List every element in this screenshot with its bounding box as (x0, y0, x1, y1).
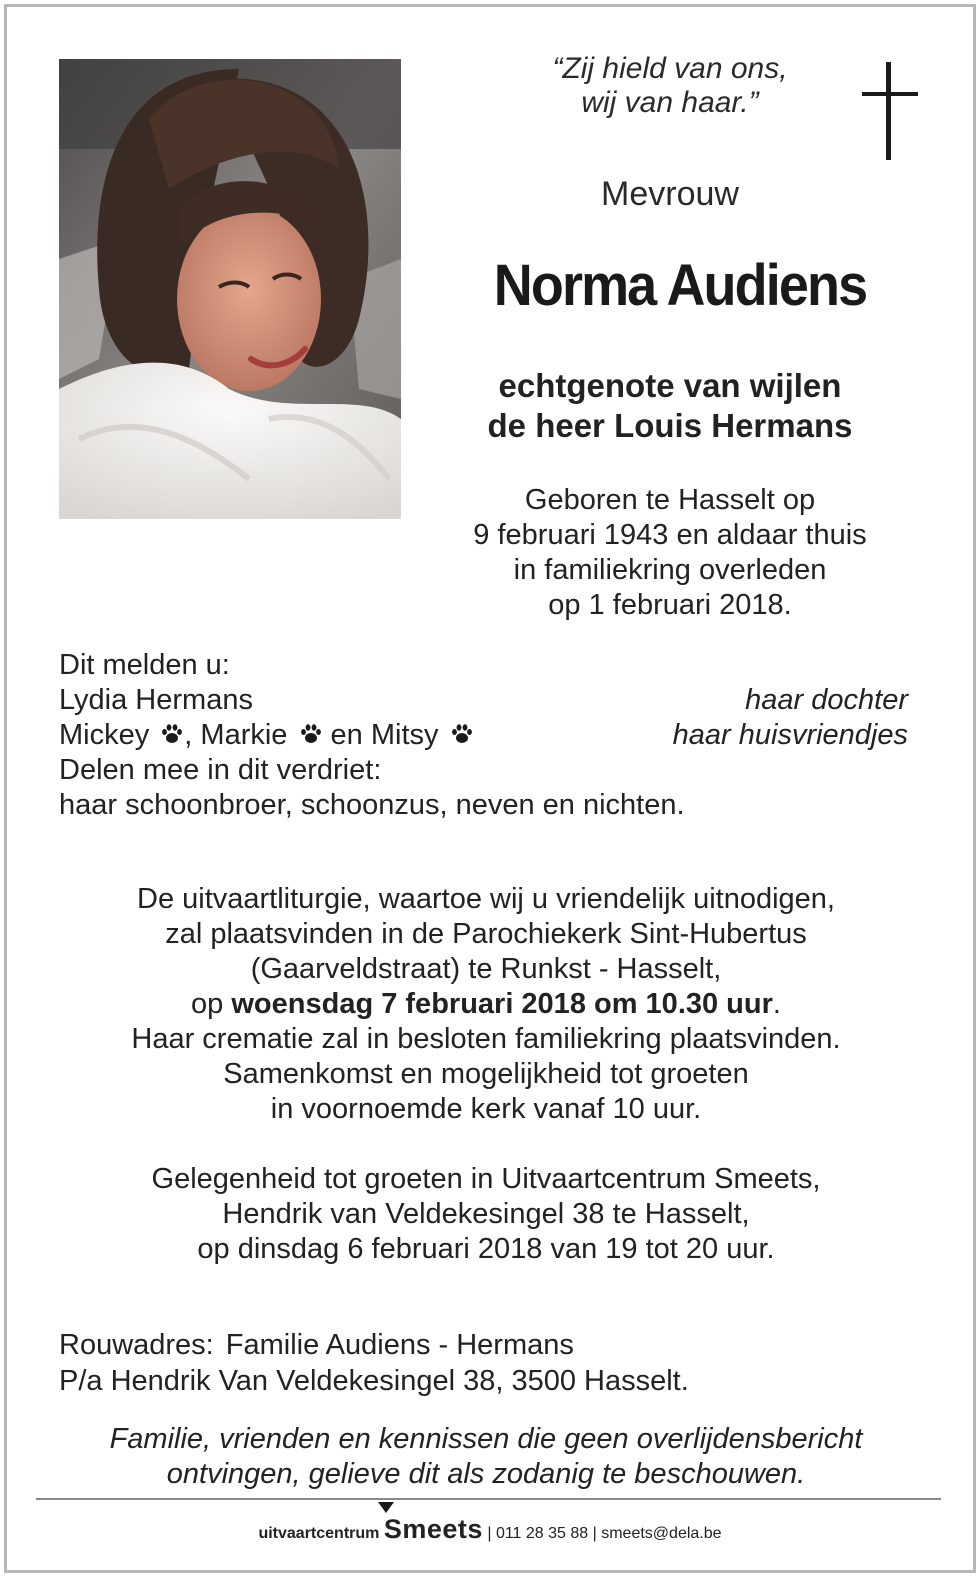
footer-brand-small: uitvaartcentrum (258, 1525, 380, 1542)
family-intro: Dit melden u: (59, 649, 230, 681)
footer-divider (36, 1498, 941, 1500)
birth-death-info (430, 483, 910, 623)
family-announcement (59, 648, 914, 823)
family-row-daughter (59, 683, 914, 718)
paw-icon (299, 722, 323, 746)
ceremony-line-5: Haar crematie zal in besloten familiekring plaatsvinden. (131, 1023, 841, 1055)
triangle-marker-icon (378, 1502, 394, 1513)
deceased-name: Norma Audiens (493, 253, 867, 318)
footer-brand-name: Smeets (383, 1514, 483, 1544)
ceremony-line-7: in voornoemde kerk vanaf 10 uur. (270, 1093, 702, 1125)
ceremony-date-suffix: . (772, 988, 781, 1020)
address-line-1 (59, 1327, 914, 1363)
daughter-relation: haar dochter (745, 684, 908, 716)
ceremony-date-prefix: op (191, 988, 232, 1020)
ceremony-line-1: De uitvaartliturgie, waartoe wij u vriendelijk uitnodigen, (137, 883, 835, 915)
family-share: Delen mee in dit verdriet: (59, 754, 382, 786)
notice-line-1: Familie, vrienden en kennissen die geen overlijdensbericht (109, 1423, 863, 1455)
portrait-photo (59, 59, 401, 519)
daughter-name: Lydia Hermans (59, 684, 253, 716)
paw-icon (160, 722, 184, 746)
pet-name-3: en Mitsy (322, 719, 439, 751)
visit-line-2: Hendrik van Veldekesingel 38 te Hasselt, (222, 1198, 750, 1230)
cross-icon (862, 62, 918, 160)
ceremony-line-2: zal plaatsvinden in de Parochiekerk Sint-Hubertus (165, 918, 807, 950)
pets-names (59, 718, 474, 753)
pet-name-2: , Markie (184, 719, 288, 751)
footer-contact: | 011 28 35 88 | smeets@dela.be (487, 1525, 722, 1542)
address-family: Familie Audiens - Hermans (225, 1329, 574, 1361)
born-line-3: in familiekring overleden (513, 554, 827, 586)
born-line-1: Geboren te Hasselt op (524, 484, 816, 516)
visitation-info (60, 1162, 912, 1267)
visit-line-1: Gelegenheid tot groeten in Uitvaartcentrum Smeets, (151, 1163, 821, 1195)
ceremony-line-6: Samenkomst en mogelijkheid tot groeten (223, 1058, 749, 1090)
quote-line-1: “Zij hield van ons, (552, 52, 788, 85)
quote-line-2: wij van haar.” (581, 86, 759, 119)
ceremony-line-4 (60, 987, 912, 1022)
address-street: P/a Hendrik Van Veldekesingel 38, 3500 Hasselt. (59, 1365, 689, 1397)
family-row-pets (59, 718, 914, 753)
spouse-info (420, 366, 920, 446)
ceremony-date: woensdag 7 februari 2018 om 10.30 uur (231, 988, 773, 1020)
memorial-quote (490, 52, 850, 120)
notice-line-2: ontvingen, gelieve dit als zodanig te beschouwen. (166, 1458, 806, 1490)
born-line-4: op 1 februari 2018. (548, 589, 792, 621)
honorific-title: Mevrouw (601, 175, 739, 213)
born-line-2: 9 februari 1943 en aldaar thuis (473, 519, 867, 551)
funeral-ceremony-info (60, 882, 912, 1127)
spouse-line-2: de heer Louis Hermans (487, 407, 853, 444)
funeral-home-footer (0, 1514, 980, 1545)
address-label: Rouwadres: (59, 1329, 214, 1361)
pets-relation: haar huisvriendjes (672, 719, 908, 751)
ceremony-line-3: (Gaarveldstraat) te Runkst - Hasselt, (250, 953, 722, 985)
spouse-line-1: echtgenote van wijlen (498, 367, 842, 404)
closing-notice (60, 1422, 912, 1492)
paw-icon (450, 722, 474, 746)
visit-line-3: op dinsdag 6 februari 2018 van 19 tot 20 uur. (197, 1233, 775, 1265)
mourning-address (59, 1327, 914, 1399)
pet-name-1: Mickey (59, 719, 150, 751)
family-relatives: haar schoonbroer, schoonzus, neven en nichten. (59, 789, 685, 821)
